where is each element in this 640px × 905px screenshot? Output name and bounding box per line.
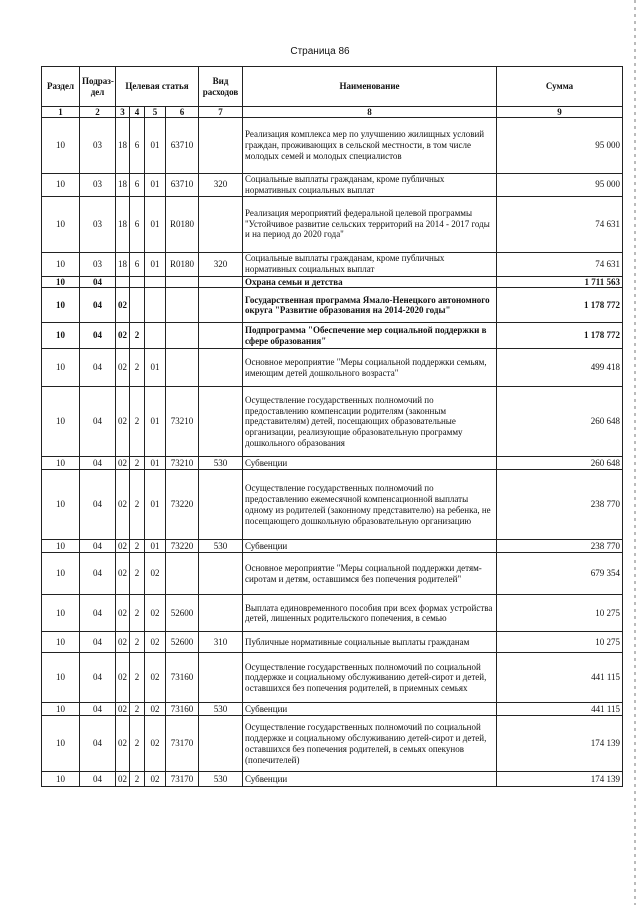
page-title: Страница 86 bbox=[290, 46, 350, 57]
cell-celevaya-1: 02 bbox=[116, 772, 130, 787]
table-row bbox=[42, 288, 623, 323]
cell-celevaya-3: 01 bbox=[145, 387, 166, 457]
cell-celevaya-4: 73210 bbox=[166, 387, 199, 457]
table-row bbox=[42, 387, 623, 457]
table-row bbox=[42, 276, 623, 288]
cell-vid-rashodov bbox=[199, 387, 243, 457]
cell-celevaya-3: 01 bbox=[145, 470, 166, 540]
cell-celevaya-3: 02 bbox=[145, 553, 166, 595]
cell-celevaya-2: 2 bbox=[130, 595, 145, 632]
cell-celevaya-4: 73170 bbox=[166, 716, 199, 772]
cell-celevaya-3: 01 bbox=[145, 349, 166, 387]
cell-celevaya-4: 73160 bbox=[166, 653, 199, 703]
cell-podrazdel: 04 bbox=[80, 653, 116, 703]
cell-vid-rashodov bbox=[199, 118, 243, 174]
cell-celevaya-1: 18 bbox=[116, 174, 130, 197]
cell-celevaya-4: 73160 bbox=[166, 703, 199, 716]
cell-celevaya-2: 6 bbox=[130, 118, 145, 174]
cell-podrazdel: 04 bbox=[80, 276, 116, 288]
cell-razdel: 10 bbox=[42, 470, 80, 540]
cell-celevaya-1: 02 bbox=[116, 540, 130, 553]
cell-vid-rashodov bbox=[199, 288, 243, 323]
cell-celevaya-3: 01 bbox=[145, 174, 166, 197]
cell-naimenovanie: Субвенции bbox=[243, 457, 497, 470]
cell-podrazdel: 04 bbox=[80, 632, 116, 653]
cell-summa: 260 648 bbox=[497, 457, 623, 470]
cell-razdel: 10 bbox=[42, 118, 80, 174]
cell-celevaya-2: 2 bbox=[130, 703, 145, 716]
cell-celevaya-3: 01 bbox=[145, 196, 166, 252]
cell-naimenovanie: Осуществление государственных полномочий по социальной поддержке и социальному обслуживанию детей-сирот и детей, оставшихся без попечения родителей, в приемных семьях bbox=[243, 653, 497, 703]
cell-celevaya-2: 2 bbox=[130, 387, 145, 457]
cell-celevaya-4: R0180 bbox=[166, 196, 199, 252]
cell-summa: 1 711 563 bbox=[497, 276, 623, 288]
cell-razdel: 10 bbox=[42, 653, 80, 703]
cell-celevaya-1: 18 bbox=[116, 252, 130, 276]
header-vid-rashodov: Вид расходов bbox=[199, 67, 243, 107]
col-number: 5 bbox=[145, 107, 166, 118]
table-row bbox=[42, 118, 623, 174]
cell-naimenovanie: Субвенции bbox=[243, 772, 497, 787]
cell-podrazdel: 04 bbox=[80, 553, 116, 595]
cell-vid-rashodov bbox=[199, 653, 243, 703]
cell-naimenovanie: Субвенции bbox=[243, 703, 497, 716]
cell-celevaya-3: 01 bbox=[145, 457, 166, 470]
cell-celevaya-4: 63710 bbox=[166, 118, 199, 174]
cell-vid-rashodov: 530 bbox=[199, 540, 243, 553]
cell-celevaya-4: 73220 bbox=[166, 540, 199, 553]
col-number: 4 bbox=[130, 107, 145, 118]
cell-razdel: 10 bbox=[42, 703, 80, 716]
cell-naimenovanie: Осуществление государственных полномочий по предоставлению компенсации родителям (законным представителям) детей, посещающих образовательные организации, реализующие образовательную программу дошкольного образования bbox=[243, 387, 497, 457]
cell-celevaya-2: 6 bbox=[130, 196, 145, 252]
cell-vid-rashodov bbox=[199, 276, 243, 288]
table-row bbox=[42, 653, 623, 703]
cell-celevaya-3: 02 bbox=[145, 716, 166, 772]
cell-vid-rashodov bbox=[199, 196, 243, 252]
header-summa: Сумма bbox=[497, 67, 623, 107]
cell-celevaya-4 bbox=[166, 349, 199, 387]
cell-celevaya-4: R0180 bbox=[166, 252, 199, 276]
cell-podrazdel: 04 bbox=[80, 703, 116, 716]
cell-summa: 95 000 bbox=[497, 118, 623, 174]
cell-razdel: 10 bbox=[42, 540, 80, 553]
cell-celevaya-2: 6 bbox=[130, 174, 145, 197]
cell-podrazdel: 04 bbox=[80, 288, 116, 323]
cell-razdel: 10 bbox=[42, 276, 80, 288]
cell-summa: 238 770 bbox=[497, 540, 623, 553]
cell-podrazdel: 04 bbox=[80, 349, 116, 387]
cell-celevaya-1: 02 bbox=[116, 288, 130, 323]
cell-summa: 95 000 bbox=[497, 174, 623, 197]
cell-podrazdel: 04 bbox=[80, 323, 116, 349]
cell-summa: 679 354 bbox=[497, 553, 623, 595]
cell-podrazdel: 04 bbox=[80, 772, 116, 787]
cell-vid-rashodov bbox=[199, 595, 243, 632]
cell-celevaya-4: 73220 bbox=[166, 470, 199, 540]
table-row bbox=[42, 716, 623, 772]
cell-celevaya-3: 01 bbox=[145, 118, 166, 174]
table-row bbox=[42, 553, 623, 595]
cell-celevaya-1: 18 bbox=[116, 118, 130, 174]
cell-summa: 174 139 bbox=[497, 716, 623, 772]
table-row bbox=[42, 540, 623, 553]
cell-naimenovanie: Выплата единовременного пособия при всех формах устройства детей, лишенных родительского попечения, в семью bbox=[243, 595, 497, 632]
cell-celevaya-1: 02 bbox=[116, 632, 130, 653]
cell-celevaya-1: 02 bbox=[116, 470, 130, 540]
cell-podrazdel: 04 bbox=[80, 540, 116, 553]
table-row bbox=[42, 470, 623, 540]
cell-celevaya-3: 02 bbox=[145, 632, 166, 653]
cell-summa: 74 631 bbox=[497, 252, 623, 276]
cell-celevaya-2: 2 bbox=[130, 553, 145, 595]
cell-celevaya-1: 02 bbox=[116, 387, 130, 457]
cell-razdel: 10 bbox=[42, 553, 80, 595]
cell-celevaya-3 bbox=[145, 323, 166, 349]
table-row bbox=[42, 457, 623, 470]
cell-celevaya-3: 02 bbox=[145, 653, 166, 703]
col-number: 3 bbox=[116, 107, 130, 118]
cell-razdel: 10 bbox=[42, 196, 80, 252]
cell-vid-rashodov bbox=[199, 553, 243, 595]
cell-naimenovanie: Субвенции bbox=[243, 540, 497, 553]
table-row bbox=[42, 196, 623, 252]
cell-podrazdel: 03 bbox=[80, 118, 116, 174]
cell-naimenovanie: Государственная программа Ямало-Ненецкого автономного округа "Развитие образования на 2014-2020 годы" bbox=[243, 288, 497, 323]
header-razdel: Раздел bbox=[42, 67, 80, 107]
cell-celevaya-1: 18 bbox=[116, 196, 130, 252]
table-row bbox=[42, 252, 623, 276]
cell-vid-rashodov bbox=[199, 323, 243, 349]
cell-celevaya-1: 02 bbox=[116, 595, 130, 632]
table-header bbox=[42, 67, 623, 118]
cell-vid-rashodov: 320 bbox=[199, 252, 243, 276]
cell-celevaya-2: 2 bbox=[130, 632, 145, 653]
cell-podrazdel: 03 bbox=[80, 252, 116, 276]
cell-celevaya-1: 02 bbox=[116, 457, 130, 470]
cell-podrazdel: 03 bbox=[80, 174, 116, 197]
cell-podrazdel: 03 bbox=[80, 196, 116, 252]
cell-vid-rashodov: 530 bbox=[199, 457, 243, 470]
budget-table bbox=[41, 66, 623, 787]
cell-vid-rashodov: 320 bbox=[199, 174, 243, 197]
cell-summa: 10 275 bbox=[497, 632, 623, 653]
cell-celevaya-3: 01 bbox=[145, 252, 166, 276]
cell-podrazdel: 04 bbox=[80, 387, 116, 457]
cell-celevaya-3: 02 bbox=[145, 772, 166, 787]
cell-celevaya-1: 02 bbox=[116, 653, 130, 703]
cell-vid-rashodov: 310 bbox=[199, 632, 243, 653]
col-number: 9 bbox=[497, 107, 623, 118]
scan-edge-artifact bbox=[634, 0, 636, 905]
cell-summa: 74 631 bbox=[497, 196, 623, 252]
cell-summa: 441 115 bbox=[497, 703, 623, 716]
cell-vid-rashodov: 530 bbox=[199, 703, 243, 716]
cell-razdel: 10 bbox=[42, 323, 80, 349]
cell-summa: 441 115 bbox=[497, 653, 623, 703]
table-row bbox=[42, 595, 623, 632]
cell-summa: 1 178 772 bbox=[497, 288, 623, 323]
cell-summa: 1 178 772 bbox=[497, 323, 623, 349]
cell-celevaya-4: 73170 bbox=[166, 772, 199, 787]
table-row bbox=[42, 349, 623, 387]
cell-celevaya-3: 01 bbox=[145, 540, 166, 553]
cell-celevaya-2: 2 bbox=[130, 323, 145, 349]
table-row bbox=[42, 174, 623, 197]
cell-celevaya-4 bbox=[166, 553, 199, 595]
cell-naimenovanie: Осуществление государственных полномочий по предоставлению ежемесячной компенсационной выплаты одному из родителей (законному представителю) на ребенка, не посещающего дошкольную образовательную организацию bbox=[243, 470, 497, 540]
cell-razdel: 10 bbox=[42, 595, 80, 632]
cell-celevaya-4 bbox=[166, 288, 199, 323]
cell-summa: 260 648 bbox=[497, 387, 623, 457]
cell-celevaya-4 bbox=[166, 276, 199, 288]
cell-celevaya-1: 02 bbox=[116, 323, 130, 349]
cell-naimenovanie: Социальные выплаты гражданам, кроме публичных нормативных социальных выплат bbox=[243, 252, 497, 276]
header-naimenovanie: Наименование bbox=[243, 67, 497, 107]
cell-naimenovanie: Основное мероприятие "Меры социальной поддержки детям-сиротам и детям, оставшимся без попечения родителей" bbox=[243, 553, 497, 595]
table-row bbox=[42, 772, 623, 787]
cell-celevaya-4 bbox=[166, 323, 199, 349]
cell-celevaya-2: 2 bbox=[130, 540, 145, 553]
cell-podrazdel: 04 bbox=[80, 716, 116, 772]
cell-celevaya-4: 52600 bbox=[166, 632, 199, 653]
cell-naimenovanie: Публичные нормативные социальные выплаты гражданам bbox=[243, 632, 497, 653]
cell-celevaya-4: 63710 bbox=[166, 174, 199, 197]
cell-celevaya-2: 2 bbox=[130, 470, 145, 540]
cell-celevaya-1 bbox=[116, 276, 130, 288]
col-number: 2 bbox=[80, 107, 116, 118]
cell-celevaya-1: 02 bbox=[116, 553, 130, 595]
cell-podrazdel: 04 bbox=[80, 470, 116, 540]
cell-naimenovanie: Реализация мероприятий федеральной целевой программы "Устойчивое развитие сельских территорий на 2014 - 2017 годы и на период до 2020 года" bbox=[243, 196, 497, 252]
cell-summa: 238 770 bbox=[497, 470, 623, 540]
cell-podrazdel: 04 bbox=[80, 595, 116, 632]
cell-naimenovanie: Осуществление государственных полномочий по социальной поддержке и социальному обслуживанию детей-сирот и детей, оставшихся без попечения родителей, в семьях опекунов (попечителей) bbox=[243, 716, 497, 772]
table-row bbox=[42, 323, 623, 349]
cell-razdel: 10 bbox=[42, 716, 80, 772]
cell-vid-rashodov bbox=[199, 716, 243, 772]
cell-razdel: 10 bbox=[42, 632, 80, 653]
table-row bbox=[42, 703, 623, 716]
cell-celevaya-2 bbox=[130, 276, 145, 288]
cell-podrazdel: 04 bbox=[80, 457, 116, 470]
table-body bbox=[42, 118, 623, 787]
cell-celevaya-1: 02 bbox=[116, 349, 130, 387]
cell-celevaya-2: 2 bbox=[130, 457, 145, 470]
cell-razdel: 10 bbox=[42, 288, 80, 323]
cell-naimenovanie: Подпрограмма "Обеспечение мер социальной поддержки в сфере образования" bbox=[243, 323, 497, 349]
cell-razdel: 10 bbox=[42, 387, 80, 457]
cell-summa: 499 418 bbox=[497, 349, 623, 387]
cell-razdel: 10 bbox=[42, 174, 80, 197]
table-row bbox=[42, 632, 623, 653]
cell-celevaya-3 bbox=[145, 276, 166, 288]
cell-celevaya-2: 6 bbox=[130, 252, 145, 276]
cell-summa: 10 275 bbox=[497, 595, 623, 632]
cell-celevaya-1: 02 bbox=[116, 716, 130, 772]
cell-vid-rashodov bbox=[199, 470, 243, 540]
cell-celevaya-4: 73210 bbox=[166, 457, 199, 470]
cell-razdel: 10 bbox=[42, 457, 80, 470]
cell-vid-rashodov: 530 bbox=[199, 772, 243, 787]
cell-naimenovanie: Социальные выплаты гражданам, кроме публичных нормативных социальных выплат bbox=[243, 174, 497, 197]
cell-vid-rashodov bbox=[199, 349, 243, 387]
col-number: 7 bbox=[199, 107, 243, 118]
cell-naimenovanie: Реализация комплекса мер по улучшению жилищных условий граждан, проживающих в сельской местности, в том числе молодых семей и молодых специалистов bbox=[243, 118, 497, 174]
cell-celevaya-2: 2 bbox=[130, 349, 145, 387]
col-number: 1 bbox=[42, 107, 80, 118]
cell-celevaya-4: 52600 bbox=[166, 595, 199, 632]
cell-celevaya-2: 2 bbox=[130, 653, 145, 703]
cell-celevaya-2 bbox=[130, 288, 145, 323]
cell-celevaya-1: 02 bbox=[116, 703, 130, 716]
cell-celevaya-2: 2 bbox=[130, 716, 145, 772]
cell-naimenovanie: Основное мероприятие "Меры социальной поддержки семьям, имеющим детей дошкольного возраста" bbox=[243, 349, 497, 387]
header-podrazdel: Подраз-дел bbox=[80, 67, 116, 107]
cell-celevaya-3 bbox=[145, 288, 166, 323]
cell-celevaya-2: 2 bbox=[130, 772, 145, 787]
cell-celevaya-3: 02 bbox=[145, 595, 166, 632]
cell-razdel: 10 bbox=[42, 349, 80, 387]
col-number: 8 bbox=[243, 107, 497, 118]
col-number: 6 bbox=[166, 107, 199, 118]
cell-summa: 174 139 bbox=[497, 772, 623, 787]
cell-razdel: 10 bbox=[42, 252, 80, 276]
header-celevaya-statya: Целевая статья bbox=[116, 67, 199, 107]
cell-razdel: 10 bbox=[42, 772, 80, 787]
cell-celevaya-3: 02 bbox=[145, 703, 166, 716]
cell-naimenovanie: Охрана семьи и детства bbox=[243, 276, 497, 288]
